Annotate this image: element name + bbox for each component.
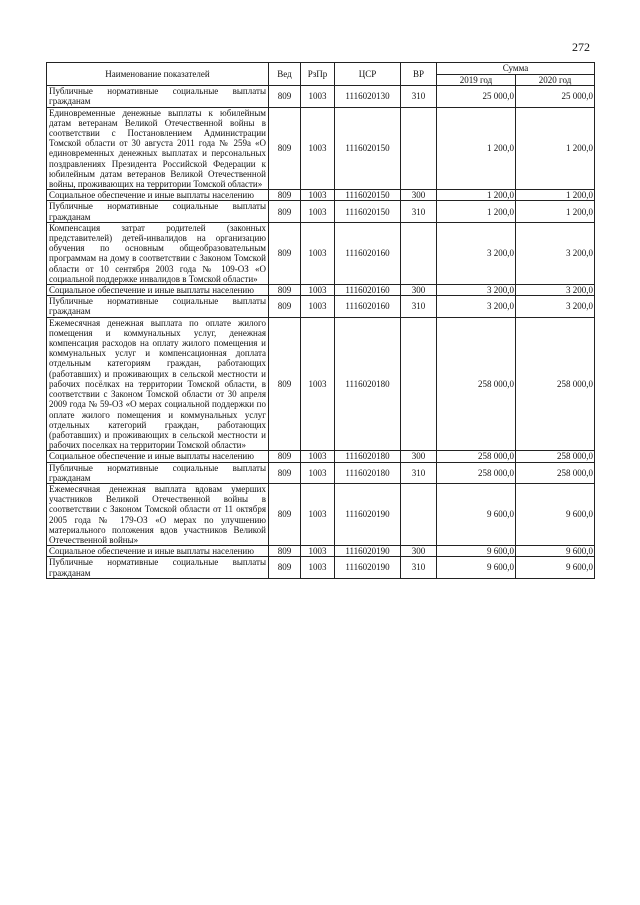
cell-ved: 809 [269, 451, 301, 462]
header-sum: Сумма [437, 63, 595, 75]
cell-sum-2019: 258 000,0 [437, 451, 516, 462]
cell-vr: 310 [401, 462, 437, 483]
cell-name: Социальное обеспечение и иные выплаты населению [47, 285, 269, 296]
header-vr: ВР [401, 63, 437, 86]
cell-rzpr: 1003 [301, 296, 335, 317]
cell-sum-2020: 3 200,0 [516, 285, 595, 296]
cell-csr: 1116020160 [335, 296, 401, 317]
cell-sum-2019: 25 000,0 [437, 86, 516, 107]
header-csr: ЦСР [335, 63, 401, 86]
cell-sum-2019: 9 600,0 [437, 483, 516, 545]
page-number: 272 [572, 40, 590, 54]
header-name: Наименование показателей [47, 63, 269, 86]
cell-csr: 1116020150 [335, 190, 401, 201]
header-year-2019: 2019 год [437, 75, 516, 86]
cell-vr [401, 317, 437, 451]
cell-rzpr: 1003 [301, 190, 335, 201]
cell-name: Публичные нормативные социальные выплаты гражданам [47, 462, 269, 483]
cell-sum-2020: 9 600,0 [516, 483, 595, 545]
cell-rzpr: 1003 [301, 86, 335, 107]
cell-vr: 300 [401, 451, 437, 462]
cell-ved: 809 [269, 222, 301, 284]
cell-sum-2019: 9 600,0 [437, 557, 516, 578]
cell-sum-2020: 1 200,0 [516, 107, 595, 190]
table-header [47, 63, 595, 86]
cell-sum-2020: 258 000,0 [516, 317, 595, 451]
cell-ved: 809 [269, 86, 301, 107]
cell-ved: 809 [269, 190, 301, 201]
cell-ved: 809 [269, 546, 301, 557]
cell-sum-2019: 1 200,0 [437, 201, 516, 222]
cell-rzpr: 1003 [301, 317, 335, 451]
cell-sum-2019: 258 000,0 [437, 317, 516, 451]
cell-sum-2019: 3 200,0 [437, 296, 516, 317]
cell-sum-2019: 258 000,0 [437, 462, 516, 483]
cell-name: Единовременные денежные выплаты к юбилейным датам ветеранам Великой Отечественной войны в соответствии с Постановлением Администрации Томской области от 30 августа 2011 года № 259а «О единовременных денежных выплатах и персональных поздравлениях Президента Российской Федерации к юбилейным датам ветеранов Великой Отечественной войны, проживающих на территории Томской области» [47, 107, 269, 190]
cell-vr: 310 [401, 557, 437, 578]
cell-ved: 809 [269, 285, 301, 296]
cell-sum-2019: 9 600,0 [437, 546, 516, 557]
cell-sum-2019: 1 200,0 [437, 190, 516, 201]
cell-name: Публичные нормативные социальные выплаты гражданам [47, 296, 269, 317]
cell-sum-2020: 9 600,0 [516, 546, 595, 557]
cell-name: Социальное обеспечение и иные выплаты населению [47, 190, 269, 201]
cell-name: Ежемесячная денежная выплата по оплате жилого помещения и коммунальных услуг, денежная компенсация расходов на оплату жилого помещения и коммунальных услуг и компенсационная доплата отдельным категориям граждан, работающих (работавших) и проживающих в сельской местности и рабочих посёлках на территории Томской области, в соответствии с Законом Томской области от 30 апреля 2009 года № 59-ОЗ «О мерах социальной поддержки по оплате жилого помещения и коммунальных услуг отдельных категорий граждан, работающих (работавших) и проживающих в сельской местности и рабочих поселках на территории Томской области» [47, 317, 269, 451]
cell-sum-2020: 25 000,0 [516, 86, 595, 107]
cell-csr: 1116020160 [335, 285, 401, 296]
cell-name: Социальное обеспечение и иные выплаты населению [47, 546, 269, 557]
cell-ved: 809 [269, 317, 301, 451]
cell-sum-2020: 9 600,0 [516, 557, 595, 578]
cell-csr: 1116020180 [335, 317, 401, 451]
cell-rzpr: 1003 [301, 546, 335, 557]
budget-table [46, 62, 595, 579]
cell-ved: 809 [269, 107, 301, 190]
table-row [47, 107, 595, 190]
cell-csr: 1116020150 [335, 107, 401, 190]
table-row [47, 190, 595, 201]
cell-sum-2019: 3 200,0 [437, 222, 516, 284]
cell-name: Публичные нормативные социальные выплаты гражданам [47, 201, 269, 222]
cell-name: Социальное обеспечение и иные выплаты населению [47, 451, 269, 462]
header-rzpr: РзПр [301, 63, 335, 86]
header-ved: Вед [269, 63, 301, 86]
cell-vr [401, 483, 437, 545]
table-body [47, 86, 595, 579]
cell-sum-2020: 3 200,0 [516, 222, 595, 284]
cell-vr: 300 [401, 190, 437, 201]
cell-ved: 809 [269, 201, 301, 222]
cell-sum-2020: 1 200,0 [516, 190, 595, 201]
table-row [47, 451, 595, 462]
table-row [47, 201, 595, 222]
cell-csr: 1116020190 [335, 557, 401, 578]
cell-ved: 809 [269, 462, 301, 483]
cell-rzpr: 1003 [301, 557, 335, 578]
cell-vr: 310 [401, 86, 437, 107]
cell-ved: 809 [269, 296, 301, 317]
cell-name: Компенсация затрат родителей (законных представителей) детей-инвалидов на организацию обучения по основным общеобразовательным программам на дому в соответствии с Законом Томской области от 10 сентября 2003 года № 109-ОЗ «О социальной поддержке инвалидов в Томской области» [47, 222, 269, 284]
cell-csr: 1116020190 [335, 483, 401, 545]
cell-vr [401, 107, 437, 190]
cell-vr: 300 [401, 285, 437, 296]
header-year-2020: 2020 год [516, 75, 595, 86]
cell-vr: 300 [401, 546, 437, 557]
table-row [47, 483, 595, 545]
cell-sum-2020: 258 000,0 [516, 462, 595, 483]
cell-vr [401, 222, 437, 284]
cell-csr: 1116020130 [335, 86, 401, 107]
cell-ved: 809 [269, 483, 301, 545]
cell-rzpr: 1003 [301, 201, 335, 222]
cell-rzpr: 1003 [301, 107, 335, 190]
cell-csr: 1116020160 [335, 222, 401, 284]
table-row [47, 285, 595, 296]
cell-csr: 1116020150 [335, 201, 401, 222]
cell-vr: 310 [401, 201, 437, 222]
table-row [47, 317, 595, 451]
cell-sum-2019: 3 200,0 [437, 285, 516, 296]
cell-ved: 809 [269, 557, 301, 578]
cell-csr: 1116020180 [335, 462, 401, 483]
cell-sum-2019: 1 200,0 [437, 107, 516, 190]
cell-name: Публичные нормативные социальные выплаты гражданам [47, 557, 269, 578]
cell-rzpr: 1003 [301, 451, 335, 462]
cell-vr: 310 [401, 296, 437, 317]
table-row [47, 86, 595, 107]
table-row [47, 557, 595, 578]
cell-name: Ежемесячная денежная выплата вдовам умерших участников Великой Отечественной войны в соответствии с Законом Томской области от 11 октября 2005 года № 179-ОЗ «О мерах по улучшению материального положения вдов участников Великой Отечественной войны» [47, 483, 269, 545]
cell-sum-2020: 258 000,0 [516, 451, 595, 462]
cell-rzpr: 1003 [301, 462, 335, 483]
cell-sum-2020: 3 200,0 [516, 296, 595, 317]
cell-rzpr: 1003 [301, 285, 335, 296]
cell-rzpr: 1003 [301, 222, 335, 284]
table-row [47, 462, 595, 483]
table-row [47, 546, 595, 557]
cell-csr: 1116020180 [335, 451, 401, 462]
table-row [47, 296, 595, 317]
cell-csr: 1116020190 [335, 546, 401, 557]
cell-name: Публичные нормативные социальные выплаты гражданам [47, 86, 269, 107]
cell-rzpr: 1003 [301, 483, 335, 545]
table-row [47, 222, 595, 284]
cell-sum-2020: 1 200,0 [516, 201, 595, 222]
